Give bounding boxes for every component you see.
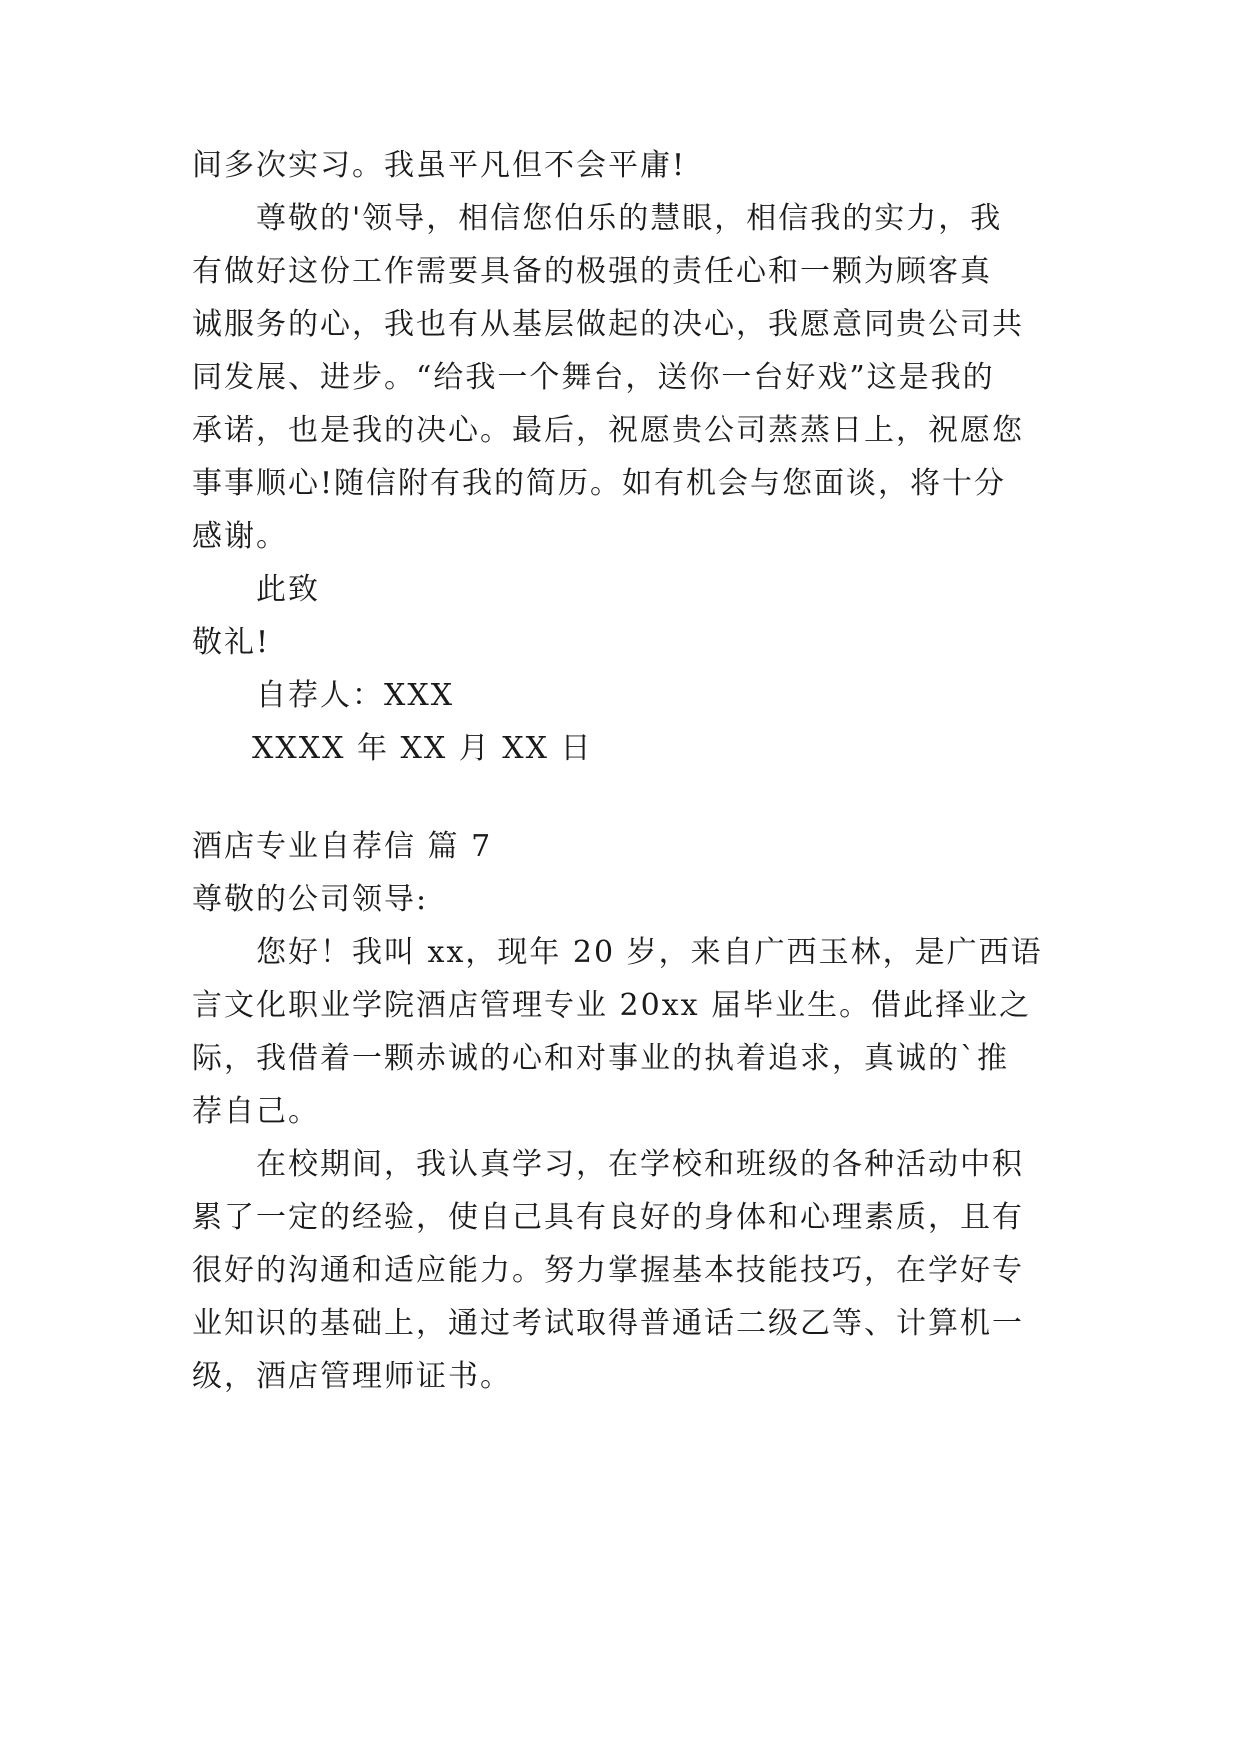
signer: 自荐人：XXX bbox=[256, 678, 455, 713]
paragraph-line: 承诺，也是我的决心。最后，祝愿贵公司蒸蒸日上，祝愿您 bbox=[192, 413, 1024, 448]
section-title: 酒店专业自荐信 篇 7 bbox=[192, 829, 493, 864]
paragraph-line: 在校期间，我认真学习，在学校和班级的各种活动中积 bbox=[256, 1147, 1024, 1182]
paragraph-line: 级，酒店管理师证书。 bbox=[192, 1359, 512, 1394]
paragraph-line: 事事顺心!随信附有我的简历。如有机会与您面谈，将十分 bbox=[192, 466, 1007, 501]
paragraph-line: 言文化职业学院酒店管理专业 20xx 届毕业生。借此择业之 bbox=[192, 988, 1032, 1023]
date: XXXX 年 XX 月 XX 日 bbox=[252, 731, 593, 766]
paragraph-line: 间多次实习。我虽平凡但不会平庸! bbox=[192, 148, 687, 183]
paragraph-line: 累了一定的经验，使自己具有良好的身体和心理素质，且有 bbox=[192, 1200, 1024, 1235]
paragraph-line: 荐自己。 bbox=[192, 1094, 320, 1129]
paragraph-line: 有做好这份工作需要具备的极强的责任心和一颗为顾客真 bbox=[192, 254, 992, 289]
salutation: 尊敬的公司领导: bbox=[192, 882, 429, 917]
paragraph-line: 您好！我叫 xx，现年 20 岁，来自广西玉林，是广西语 bbox=[256, 935, 1043, 970]
paragraph-line: 尊敬的'领导，相信您伯乐的慧眼，相信我的实力，我 bbox=[256, 201, 1003, 236]
paragraph-line: 同发展、进步。“给我一个舞台，送你一台好戏”这是我的 bbox=[192, 360, 995, 395]
paragraph-line: 业知识的基础上，通过考试取得普通话二级乙等、计算机一 bbox=[192, 1306, 1024, 1341]
closing-salute: 敬礼! bbox=[192, 625, 271, 660]
closing-text: 此致 bbox=[256, 572, 320, 607]
paragraph-line: 诚服务的心，我也有从基层做起的决心，我愿意同贵公司共 bbox=[192, 307, 1024, 342]
paragraph-line: 很好的沟通和适应能力。努力掌握基本技能技巧，在学好专 bbox=[192, 1253, 1024, 1288]
paragraph-line: 感谢。 bbox=[192, 519, 288, 554]
paragraph-line: 际，我借着一颗赤诚的心和对事业的执着追求，真诚的`推 bbox=[192, 1041, 1009, 1076]
